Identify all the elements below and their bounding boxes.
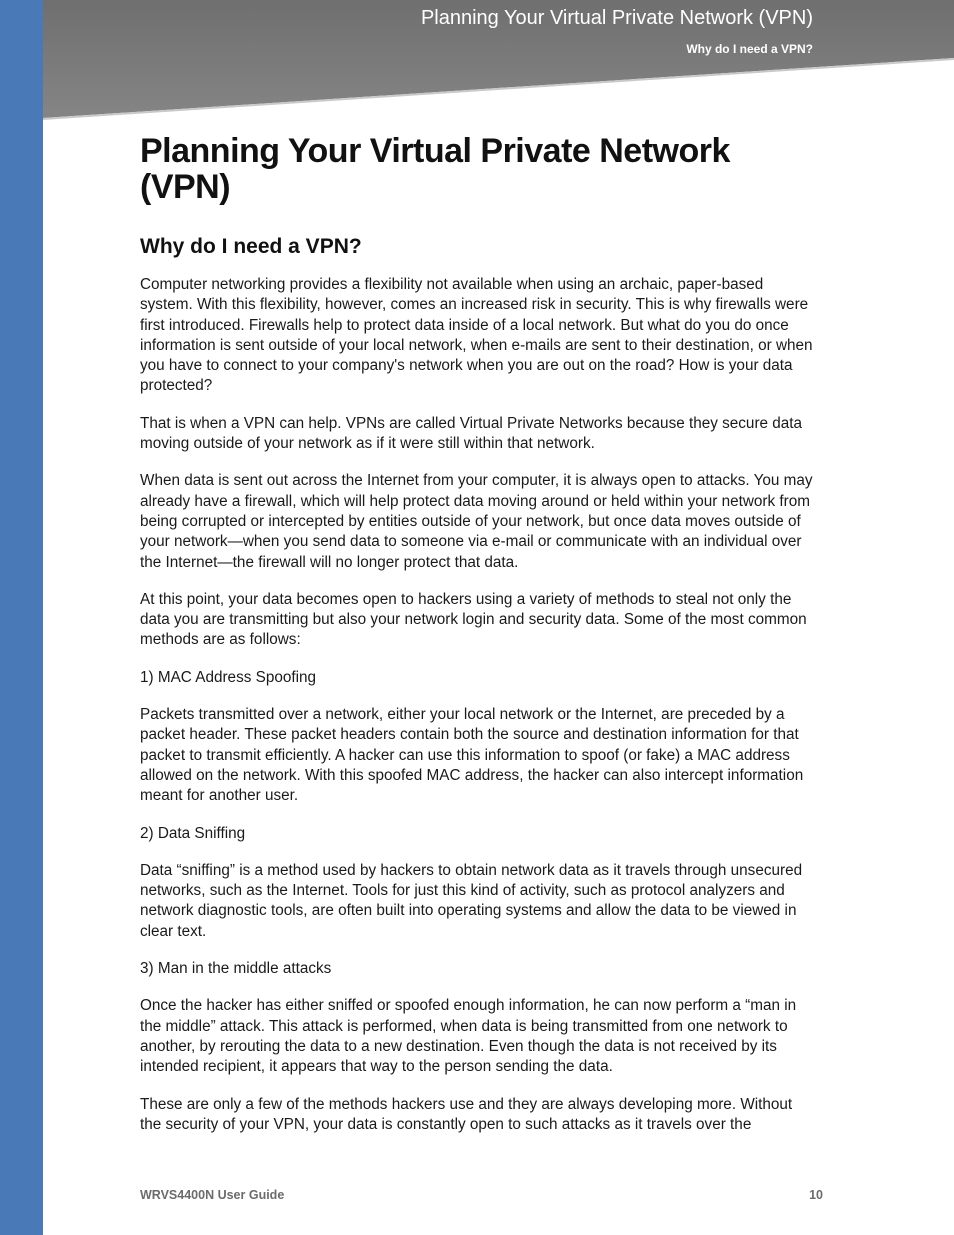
running-header-title: Planning Your Virtual Private Network (VPN) [420,7,813,29]
page-title: Planning Your Virtual Private Network (VPN) [140,132,730,206]
list-item-heading: 1) MAC Address Spoofing [140,668,317,686]
body-paragraph: Computer networking provides a flexibility not available when using an archaic, paper-based system. With this flexibility, however, comes an increased risk in security. This is why firewalls were first introduced. Firewalls help to protect data inside of a local network. But what do you do once information is sent outside of your local network, when e-mails are sent to their destination, or when you have to connect to your company's network when you are out on the road? How is your data protected? [140,276,813,395]
body-paragraph: These are only a few of the methods hackers use and they are always developing more. Without the security of your VPN, your data is constantly open to such attacks as it travels over the [140,1095,793,1133]
body-paragraph: That is when a VPN can help. VPNs are called Virtual Private Networks because they secure data moving outside of your network as if it were still within that network. [140,414,803,453]
main-content [140,133,816,1135]
body-paragraph: Packets transmitted over a network, either your local network or the Internet, are preceded by a packet header. These packet headers contain both the source and destination information for that packet to transmit efficiently. A hacker can use this information to spoof (or fake) a MAC address allowed on the network. With this spoofed MAC address, the hacker can also intercept information meant for another user. [140,706,804,805]
body-paragraph: Data “sniffing” is a method used by hackers to obtain network data as it travels through unsecured networks, such as the Internet. Tools for just this kind of activity, such as protocol analyzers and network diagnostic tools, are often built into operating systems and allow the data to be viewed in clear text. [140,861,803,940]
body-paragraph: Once the hacker has either sniffed or spoofed enough information, he can now perform a “man in the middle” attack. This attack is performed, when data is being transmitted from one network to another, by rerouting the data to a new destination. Even though the data is not received by its intended recipient, it appears that way to the person sending the data. [140,997,797,1076]
footer-page-number: 10 [809,1188,823,1202]
footer-guide-name: WRVS4400N User Guide [140,1188,285,1202]
list-item-heading: 2) Data Sniffing [140,824,246,842]
list-item-heading: 3) Man in the middle attacks [140,960,332,978]
body-paragraph: At this point, your data becomes open to hackers using a variety of methods to steal not only the data you are transmitting but also your network login and security data. Some of the most common methods are as follows: [140,590,807,649]
section-heading: Why do I need a VPN? [140,235,362,258]
running-header-subtitle: Why do I need a VPN? [686,42,813,56]
body-paragraph: When data is sent out across the Internet from your computer, it is always open to attacks. You may already have a firewall, which will help protect data moving around or held within your network from being corrupted or intercepted by entities outside of your network, but once data moves outside of your network—when you send data to someone via e-mail or communicate with an individual over the Internet—the firewall will no longer protect that data. [140,472,813,571]
page-header-band [43,0,954,125]
left-color-bar [0,0,43,1235]
